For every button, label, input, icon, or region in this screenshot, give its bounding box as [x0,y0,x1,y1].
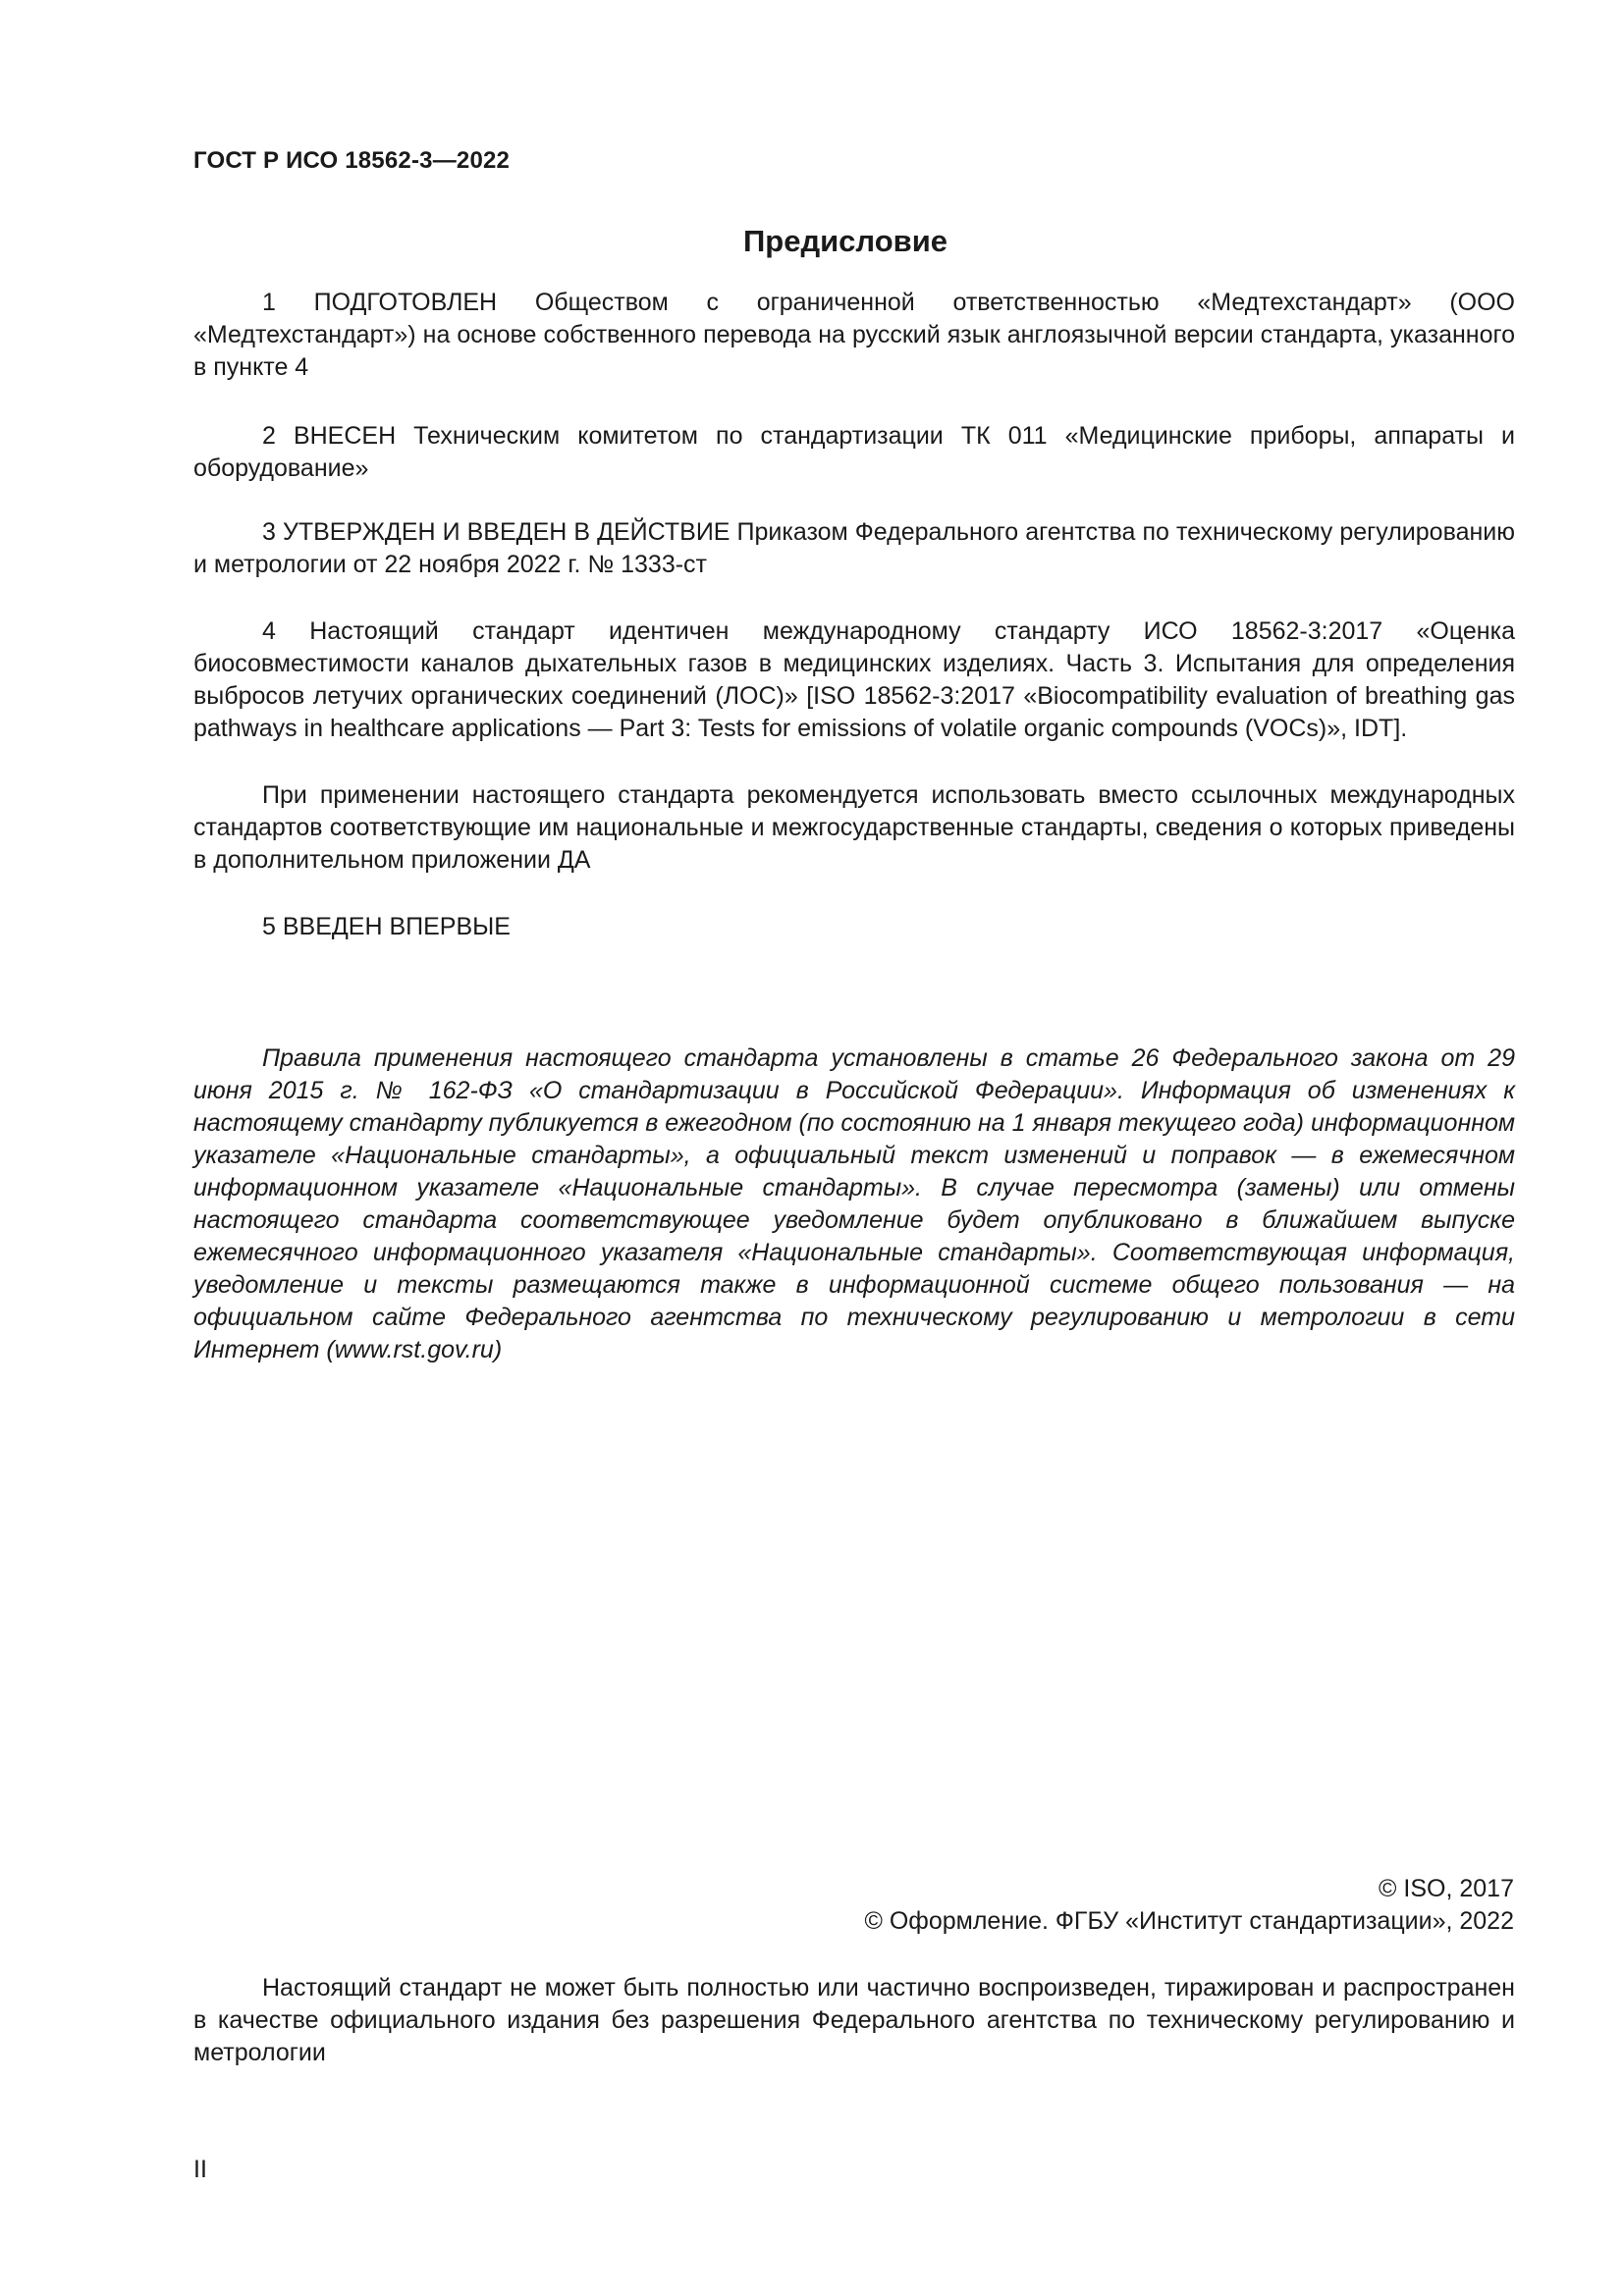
reproduction-notice: Настоящий стандарт не может быть полностью или частично воспроизведен, тиражирован и распространен в качестве официального издания без разрешения Федерального агентства по техническому регулированию и метрологии [193,1974,1515,2066]
preface-item-4: 4 Настоящий стандарт идентичен международному стандарту ИСО 18562-3:2017 «Оценка биосовместимости каналов дыхательных газов в медицинских изделиях. Часть 3. Испытания для определения выбросов летучих органических соединений (ЛОС)» [ISO 18562-3:2017 «Biocompatibility evaluation of breathing gas pathways in healthcare applications — Part 3: Tests for emissions of volatile organic compounds (VOCs)», IDT]. [193,617,1515,742]
copyright-iso: © ISO, 2017 [1379,1875,1514,1902]
preface-item-5: 5 ВВЕДЕН ВПЕРВЫЕ [262,913,511,940]
preface-item-2: 2 ВНЕСЕН Техническим комитетом по стандартизации ТК 011 «Медицинские приборы, аппараты и оборудование» [193,422,1515,482]
preface-title: Предисловие [742,224,947,258]
copyright-design: © Оформление. ФГБУ «Институт стандартизации», 2022 [864,1907,1514,1935]
preface-item-4-note: При применении настоящего стандарта рекомендуется использовать вместо ссылочных международных стандартов соответствующие им национальные и межгосударственные стандарты, сведения о которых приведены в дополнительном приложении ДА [193,781,1515,874]
preface-item-3: 3 УТВЕРЖДЕН И ВВЕДЕН В ДЕЙСТВИЕ Приказом Федерального агентства по техническому регулированию и метрологии от 22 ноября 2022 г. № 1333-ст [193,518,1515,578]
preface-item-1: 1 ПОДГОТОВЛЕН Обществом с ограниченной ответственностью «Медтехстандарт» (ООО «Медтехстандарт») на основе собственного перевода на русский язык англоязычной версии стандарта, указанного в пункте 4 [193,289,1515,381]
rules-notice: Правила применения настоящего стандарта установлены в статье 26 Федерального закона от 29 июня 2015 г. № 162-ФЗ «О стандартизации в Российской Федерации». Информация об изменениях к настоящему стандарту публикуется в ежегодном (по состоянию на 1 января текущего года) информационном указателе «Национальные стандарты», а официальный текст изменений и поправок — в ежемесячном информационном указателе «Национальные стандарты». В случае пересмотра (замены) или отмены настоящего стандарта соответствующее уведомление будет опубликовано в ближайшем выпуске ежемесячного информационного указателя «Национальные стандарты». Соответствующая информация, уведомление и тексты размещаются также в информационной системе общего пользования — на официальном сайте Федерального агентства по техническому регулированию и метрологии в сети Интернет (www.rst.gov.ru) [193,1044,1516,1363]
page-number: II [193,2156,207,2183]
document-code: ГОСТ Р ИСО 18562-3—2022 [193,147,511,174]
